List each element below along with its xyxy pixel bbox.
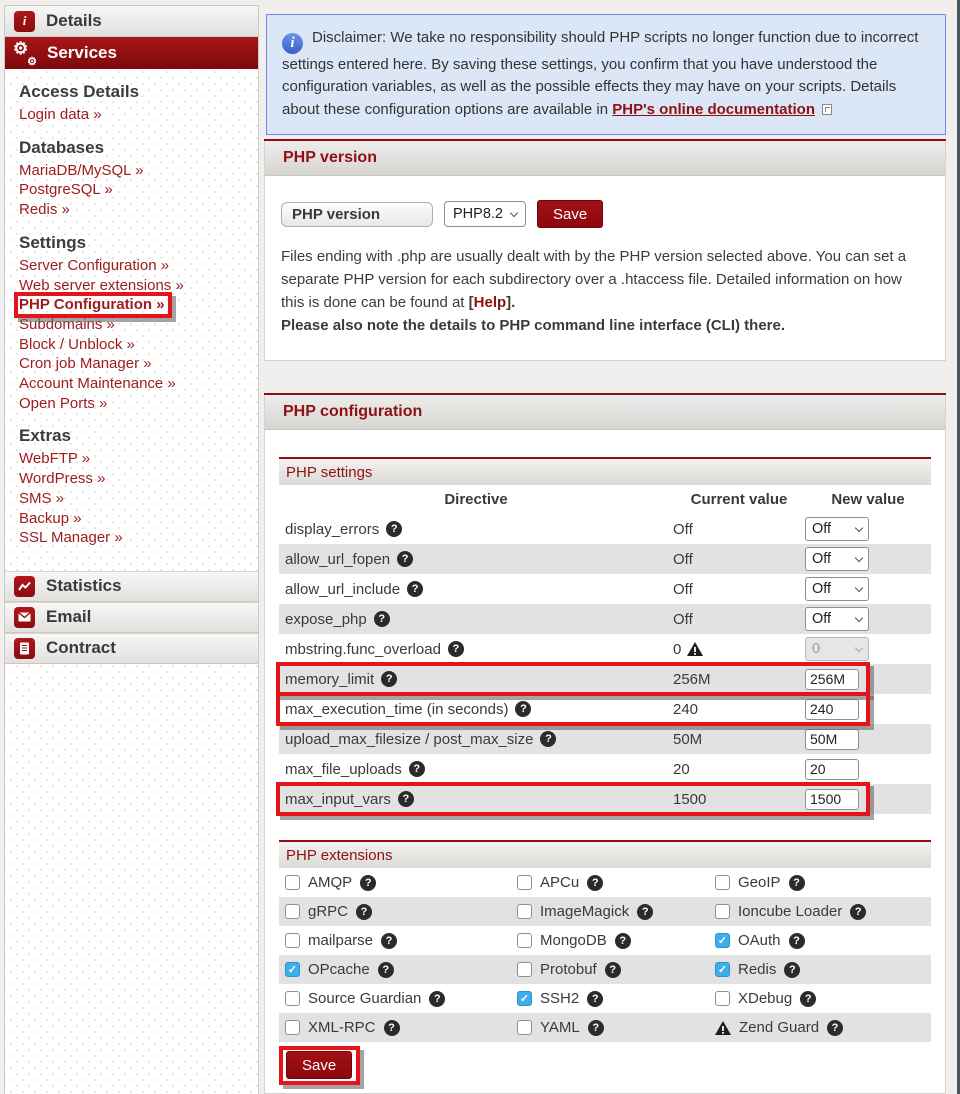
help-icon[interactable]: ? [515,701,531,717]
extension-label: ImageMagick [540,903,630,920]
sidebar-item-wordpress[interactable]: WordPress » [19,470,106,488]
sidebar-item-block-unblock[interactable]: Block / Unblock » [19,335,135,353]
checkbox-ioncube-loader[interactable] [715,904,730,919]
php-version-save-button[interactable]: Save [537,200,603,228]
php-config-save-button[interactable]: Save [286,1051,352,1079]
extension-label: OPcache [308,961,370,978]
help-icon[interactable]: ? [800,991,816,1007]
extension-label: Zend Guard [739,1019,820,1036]
settings-table-header [279,485,931,514]
help-link[interactable]: Help [473,294,507,311]
help-icon[interactable]: ? [448,641,464,657]
php-extensions-bar [279,842,931,868]
extensions-row [279,897,931,926]
table-row-max-input-vars [279,784,931,814]
sidebar-item-php-configuration[interactable]: PHP Configuration » [19,296,165,314]
help-icon[interactable]: ? [637,904,653,920]
extension-label: Redis [738,961,777,978]
table-row-allow-url-include [279,574,931,604]
checkbox-amqp[interactable] [285,875,300,890]
sidebar-accordion-label: Details [46,11,102,30]
directive-label: max_input_vars [285,790,391,808]
help-icon[interactable]: ? [789,875,805,891]
help-icon[interactable]: ? [407,581,423,597]
checkbox-ssh2[interactable]: ✓ [517,991,532,1006]
current-value: 1500 [673,790,707,808]
sidebar-item-sms[interactable]: SMS » [19,489,65,507]
help-icon[interactable]: ? [587,991,603,1007]
extension-label: YAML [540,1019,580,1036]
extension-label: APCu [540,874,580,891]
chart-icon [14,576,35,597]
new-value-select[interactable]: Off [805,577,869,601]
help-icon[interactable]: ? [615,933,631,949]
info-icon: i [282,33,303,54]
panel-title: PHP configuration [283,403,423,420]
help-icon[interactable]: ? [386,521,402,537]
help-icon[interactable]: ? [605,962,621,978]
php-configuration-header [265,395,945,430]
sidebar-item-ssl-manager[interactable]: SSL Manager » [19,529,123,547]
sidebar-accordion-contract[interactable] [5,633,258,664]
sidebar-item-open-ports[interactable]: Open Ports » [19,394,108,412]
new-value-input[interactable] [805,699,859,720]
table-row-display-errors [279,514,931,544]
new-value-input[interactable] [805,759,859,780]
extensions-row [279,984,931,1013]
new-value-select[interactable]: Off [805,517,869,541]
new-value-select-disabled: 0 [805,637,869,661]
help-icon[interactable]: ? [360,875,376,891]
new-value-select[interactable]: Off [805,547,869,571]
checkbox-apcu[interactable] [517,875,532,890]
sub-section-title: PHP settings [286,463,373,481]
section-title: Access Details [19,82,140,101]
document-icon [14,638,35,659]
current-value: Off [673,550,693,568]
info-icon: i [14,11,35,32]
sidebar-accordion-email[interactable] [5,602,258,633]
chevron-down-icon [510,208,518,216]
selected-version: PHP8.2 [453,206,503,222]
extension-label: Ioncube Loader [738,903,843,920]
gears-icon: ⚙ ⚙ [13,39,37,68]
sidebar-section-settings [5,233,258,414]
current-value: 50M [673,730,703,748]
sidebar-accordion-services[interactable] [5,37,258,69]
sidebar-section-extras [5,426,258,548]
php-configuration-panel [264,394,946,1094]
sidebar-section-databases [5,138,258,220]
disclaimer-box [266,14,946,135]
current-value: 256M [673,670,711,688]
extensions-row [279,868,931,897]
extension-label: GeoIP [738,874,781,891]
help-icon[interactable]: ? [587,875,603,891]
php-version-select[interactable] [444,201,526,227]
extension-label: MongoDB [540,932,607,949]
table-row-mbstring-func-overload [279,634,931,664]
directive-label: max_execution_time (in seconds) [285,700,509,718]
php-documentation-link[interactable]: PHP's online documentation [612,100,815,118]
current-value: Off [673,520,693,538]
section-title: Settings [19,232,87,252]
php-version-header [265,141,945,176]
chevron-down-icon [855,553,863,561]
checkbox-opcache[interactable]: ✓ [285,962,300,977]
chevron-down-icon [855,523,863,531]
php-version-description: Files ending with .php are usually dealt with by the PHP version selected above. You can set a separate PHP version for each subdirectory over a .htaccess file. Detailed information on how this is done can be found at [Help]. [281,248,907,311]
help-icon[interactable]: ? [381,933,397,949]
extension-label: mailparse [308,932,374,949]
help-icon[interactable]: ? [397,551,413,567]
table-row-upload-max-filesize [279,724,931,754]
column-header-current-value: Current value [690,491,788,508]
sidebar-item-subdomains[interactable]: Subdomains » [19,315,115,333]
extension-label: XDebug [738,990,793,1007]
help-icon[interactable]: ? [429,991,445,1007]
directive-label: display_errors [285,520,380,538]
current-value: 0 [673,640,682,658]
table-row-allow-url-fopen [279,544,931,574]
directive-label: mbstring.func_overload [285,640,441,658]
sub-section-title: PHP extensions [286,846,393,864]
current-value: Off [673,610,693,628]
extension-label: gRPC [308,903,349,920]
checkbox-mailparse[interactable] [285,933,300,948]
table-row-expose-php [279,604,931,634]
extensions-row [279,926,931,955]
sidebar-item-web-server-extensions[interactable]: Web server extensions » [19,276,184,294]
php-version-field-label: PHP version [281,202,433,227]
warning-icon [687,642,703,656]
checkbox-source-guardian[interactable] [285,991,300,1006]
checkbox-xdebug[interactable] [715,991,730,1006]
directive-label: max_file_uploads [285,760,402,778]
help-icon[interactable]: ? [384,1020,400,1036]
help-icon[interactable]: ? [850,904,866,920]
help-icon[interactable]: ? [409,761,425,777]
sidebar-item-account-maintenance[interactable]: Account Maintenance » [19,375,176,393]
section-title: Databases [19,137,105,157]
sidebar-item-backup[interactable]: Backup » [19,509,82,527]
directive-label: memory_limit [285,670,375,688]
chevron-down-icon [855,613,863,621]
new-value-input[interactable] [805,669,859,690]
extension-label: OAuth [738,932,781,949]
sidebar-item-postgresql[interactable]: PostgreSQL » [19,181,113,199]
sidebar-item-redis[interactable]: Redis » [19,201,70,219]
envelope-icon [14,607,35,628]
section-title: Extras [19,426,71,446]
checkbox-geoip[interactable] [715,875,730,890]
help-icon[interactable]: ? [789,933,805,949]
current-value: 20 [673,760,690,778]
external-link-icon [822,104,832,115]
extensions-row [279,955,931,984]
sidebar-item-server-configuration[interactable]: Server Configuration » [19,256,170,274]
current-value: 240 [673,700,699,718]
help-icon[interactable]: ? [540,731,556,747]
new-value-select[interactable]: Off [805,607,869,631]
cli-note: Please also note the details to PHP command line interface (CLI) there. [281,317,786,334]
extension-label: SSH2 [540,990,580,1007]
directive-label: expose_php [285,610,367,628]
help-icon[interactable]: ? [374,611,390,627]
panel-title: PHP version [283,149,377,166]
sidebar-item-webftp[interactable]: WebFTP » [19,450,91,468]
extension-label: Source Guardian [308,990,422,1007]
sidebar-item-mariadb-mysql[interactable]: MariaDB/MySQL » [19,161,144,179]
chevron-down-icon [855,583,863,591]
new-value-input[interactable] [805,789,859,810]
warning-icon [715,1021,731,1035]
help-icon[interactable]: ? [378,962,394,978]
checkbox-oauth[interactable]: ✓ [715,933,730,948]
sidebar-item-cron-job-manager[interactable]: Cron job Manager » [19,355,152,373]
checkbox-imagemagick[interactable] [517,904,532,919]
sidebar-accordion-details[interactable] [5,6,258,37]
table-row-max-execution-time [279,694,931,724]
checkbox-xml-rpc[interactable] [285,1020,300,1035]
disclaimer-text: Disclaimer: We take no responsibility should PHP scripts no longer function due to incorrect settings entered here. By saving these settings, you confirm that you have understood the configuration variables, as well as the possible effects they may have on your scripts. Details about these configuration options are available in [282,29,919,118]
current-value: Off [673,580,693,598]
table-row-memory-limit [279,664,931,694]
checkbox-protobuf[interactable] [517,962,532,977]
sidebar-section-access-details [5,82,258,125]
help-icon[interactable]: ? [827,1020,843,1036]
help-icon[interactable]: ? [784,962,800,978]
sidebar-item-login-data[interactable]: Login data » [19,106,102,123]
column-header-directive: Directive [444,491,508,508]
directive-label: allow_url_fopen [285,550,391,568]
help-icon[interactable]: ? [381,671,397,687]
php-settings-bar [279,459,931,485]
php-version-panel [264,140,946,361]
sidebar-accordion-label: Services [47,43,117,62]
help-icon[interactable]: ? [398,791,414,807]
checkbox-grpc[interactable] [285,904,300,919]
checkbox-mongodb[interactable] [517,933,532,948]
directive-label: upload_max_filesize / post_max_size [285,730,534,748]
directive-label: allow_url_include [285,580,401,598]
help-icon[interactable]: ? [356,904,372,920]
extension-label: AMQP [308,874,353,891]
help-icon[interactable]: ? [588,1020,604,1036]
new-value-input[interactable] [805,729,859,750]
sidebar-accordion-label: Contract [46,638,116,658]
sidebar [4,5,259,1094]
sidebar-accordion-label: Email [46,607,92,627]
chevron-down-icon [855,643,863,651]
extension-label: Protobuf [540,961,597,978]
column-header-new-value: New value [831,491,905,508]
sidebar-accordion-label: Statistics [46,576,122,596]
table-row-max-file-uploads [279,754,931,784]
checkbox-redis[interactable]: ✓ [715,962,730,977]
sidebar-accordion-statistics[interactable] [5,571,258,602]
extension-label: XML-RPC [308,1019,376,1036]
extensions-row [279,1013,931,1042]
checkbox-yaml[interactable] [517,1020,532,1035]
